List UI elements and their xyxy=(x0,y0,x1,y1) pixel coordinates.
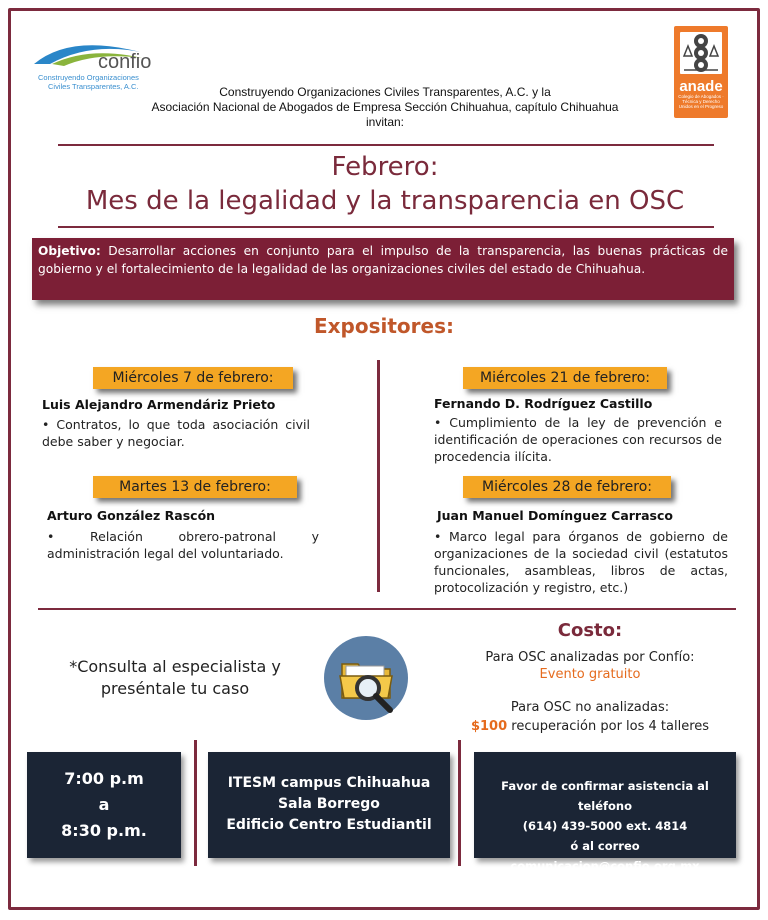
time-end: 8:30 p.m. xyxy=(61,821,147,840)
speaker-topic-2: • Relación obrero-patronal y administración legal del voluntariado. xyxy=(47,529,319,561)
venue-line-3: Edificio Centro Estudiantil xyxy=(226,817,432,833)
consulta-line-2: preséntale tu caso xyxy=(100,679,250,698)
costo-heading: Costo: xyxy=(557,620,623,641)
objective-box xyxy=(32,238,734,300)
objective-label: Objetivo: xyxy=(38,244,101,258)
schedule-box xyxy=(27,752,181,858)
speaker-name-1: Luis Alejandro Armendáriz Prieto xyxy=(42,397,276,412)
time-start: 7:00 p.m xyxy=(64,769,144,788)
footer-divider-2 xyxy=(458,740,461,866)
session-date-4: Miércoles 28 de febrero: xyxy=(463,476,671,498)
speaker-topic-1: • Contratos, lo que toda asociación civil debe saber y negociar. xyxy=(42,417,310,449)
consulta-text xyxy=(40,656,310,700)
confirm-phone[interactable]: (614) 439-5000 ext. 4814 xyxy=(522,819,688,833)
costo-price: $100 xyxy=(470,719,508,734)
confirm-email[interactable]: ó al correo comunicacion@confio.org.mx xyxy=(510,839,700,873)
footer-divider-1 xyxy=(194,740,197,866)
anade-logo xyxy=(674,26,728,118)
costo-no-analizadas: Para OSC no analizadas: xyxy=(510,700,670,715)
speakers-divider xyxy=(377,360,380,592)
session-date-2: Martes 13 de febrero: xyxy=(93,476,297,498)
speaker-topic-4: • Marco legal para órganos de gobierno de organizaciones de la sociedad civil (estatutos funcionales, asambleas, libros de actas, protocolización y registro, etc.) xyxy=(434,529,728,595)
objective-text xyxy=(38,242,728,278)
costo-analizadas: Para OSC analizadas por Confío: xyxy=(485,650,695,665)
venue-line-1: ITESM campus Chihuahua xyxy=(227,775,431,791)
divider-top xyxy=(58,144,714,146)
divider-title xyxy=(58,226,714,228)
consulta-line-1: *Consulta al especialista y xyxy=(69,657,281,676)
objective-body: Desarrollar acciones en conjunto para el impulso de la transparencia, las buenas prácticas de gobierno y el fortalecimiento de la legalidad de las organizaciones civiles del estado de Chihuahua. xyxy=(38,244,728,276)
confirm-line-1: Favor de confirmar asistencia al teléfono xyxy=(501,779,709,813)
speaker-name-2: Arturo González Rascón xyxy=(47,508,216,523)
intro-line-2: Asociación Nacional de Abogados de Empresa Sección Chihuahua, capítulo Chihuahua xyxy=(151,100,619,114)
costo-gratuito: Evento gratuito xyxy=(539,667,641,682)
costo-price-text: recuperación por los 4 talleres xyxy=(507,719,710,734)
speaker-topic-3: • Cumplimiento de la ley de prevención e identificación de operaciones con recursos de procedencia ilícita. xyxy=(434,415,722,464)
anade-emblem xyxy=(680,32,722,74)
costo-price-line xyxy=(430,719,750,734)
folder-magnifier-icon xyxy=(324,636,408,720)
divider-bottom xyxy=(38,608,736,610)
confio-word: confio xyxy=(98,51,152,73)
anade-word: anade xyxy=(679,78,723,95)
page-title xyxy=(40,150,730,218)
venue-box xyxy=(208,752,450,858)
title-line-1: Febrero: xyxy=(331,152,439,182)
speaker-name-4: Juan Manuel Domínguez Carrasco xyxy=(437,508,673,523)
session-date-3: Miércoles 21 de febrero: xyxy=(463,367,667,389)
anade-subtitle: Colegio de Abogados · Técnica y Derecho Unidos en el Progreso xyxy=(678,94,724,109)
confio-tagline-1: Construyendo Organizaciones xyxy=(38,73,139,82)
confirm-box xyxy=(474,752,736,873)
confio-tagline-2: Civiles Transparentes, A.C. xyxy=(48,82,139,91)
intro-line-3: invitan: xyxy=(365,115,405,129)
session-date-1: Miércoles 7 de febrero: xyxy=(93,367,293,389)
expositores-heading: Expositores: xyxy=(313,314,454,338)
venue-line-2: Sala Borrego xyxy=(278,796,380,812)
title-line-2: Mes de la legalidad y la transparencia en OSC xyxy=(85,186,685,216)
intro-text xyxy=(130,85,640,130)
time-separator: a xyxy=(98,795,110,814)
intro-line-1: Construyendo Organizaciones Civiles Transparentes, A.C. y la xyxy=(219,85,551,99)
speaker-name-3: Fernando D. Rodríguez Castillo xyxy=(434,396,653,411)
